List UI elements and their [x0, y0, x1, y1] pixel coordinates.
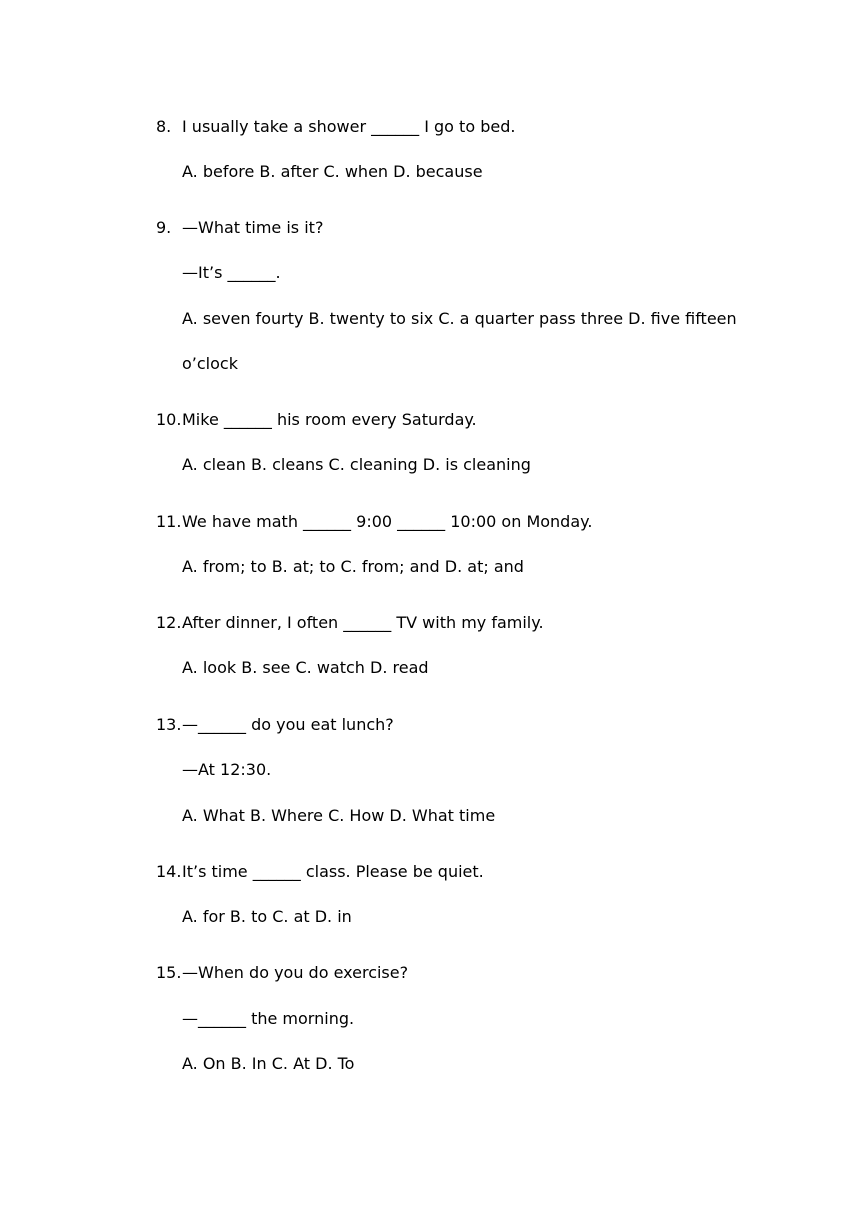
answer-options: A. clean B. cleans C. cleaning D. is cleaning	[182, 455, 531, 474]
dialogue-line: —It’s ______.	[182, 263, 281, 282]
question-number: 9.	[156, 218, 172, 237]
question-text: —______ do you eat lunch?	[182, 715, 394, 734]
question-text: It’s time ______ class. Please be quiet.	[182, 862, 484, 881]
question-number: 8.	[156, 117, 172, 136]
question-text: —What time is it?	[182, 218, 324, 237]
answer-options: A. On B. In C. At D. To	[182, 1054, 355, 1073]
question-stem	[156, 963, 408, 983]
question-stem	[156, 862, 484, 882]
answer-options: A. before B. after C. when D. because	[182, 162, 483, 181]
question-stem	[156, 410, 477, 430]
question-text: —When do you do exercise?	[182, 963, 409, 982]
question-text: I usually take a shower ______ I go to bed.	[182, 117, 516, 136]
question-text: Mike ______ his room every Saturday.	[182, 410, 477, 429]
answer-options: A. seven fourty B. twenty to six C. a quarter pass three D. five fifteen	[182, 309, 737, 328]
question-number: 10.	[156, 410, 182, 429]
question-text: After dinner, I often ______ TV with my family.	[182, 613, 544, 632]
question-stem	[156, 218, 323, 238]
answer-options-continued: o’clock	[182, 354, 238, 373]
dialogue-line: —______ the morning.	[182, 1009, 355, 1028]
question-number: 15.	[156, 963, 182, 982]
answer-options: A. from; to B. at; to C. from; and D. at; and	[182, 557, 524, 576]
answer-options: A. look B. see C. watch D. read	[182, 658, 429, 677]
question-text: We have math ______ 9:00 ______ 10:00 on Monday.	[182, 512, 593, 531]
question-number: 12.	[156, 613, 182, 632]
answer-options: A. for B. to C. at D. in	[182, 907, 352, 926]
question-number: 13.	[156, 715, 182, 734]
question-number: 14.	[156, 862, 182, 881]
question-number: 11.	[156, 512, 182, 531]
answer-options: A. What B. Where C. How D. What time	[182, 806, 496, 825]
question-stem	[156, 613, 544, 633]
dialogue-line: —At 12:30.	[182, 760, 272, 779]
question-stem	[156, 512, 592, 532]
question-stem	[156, 117, 515, 137]
question-stem	[156, 715, 394, 735]
